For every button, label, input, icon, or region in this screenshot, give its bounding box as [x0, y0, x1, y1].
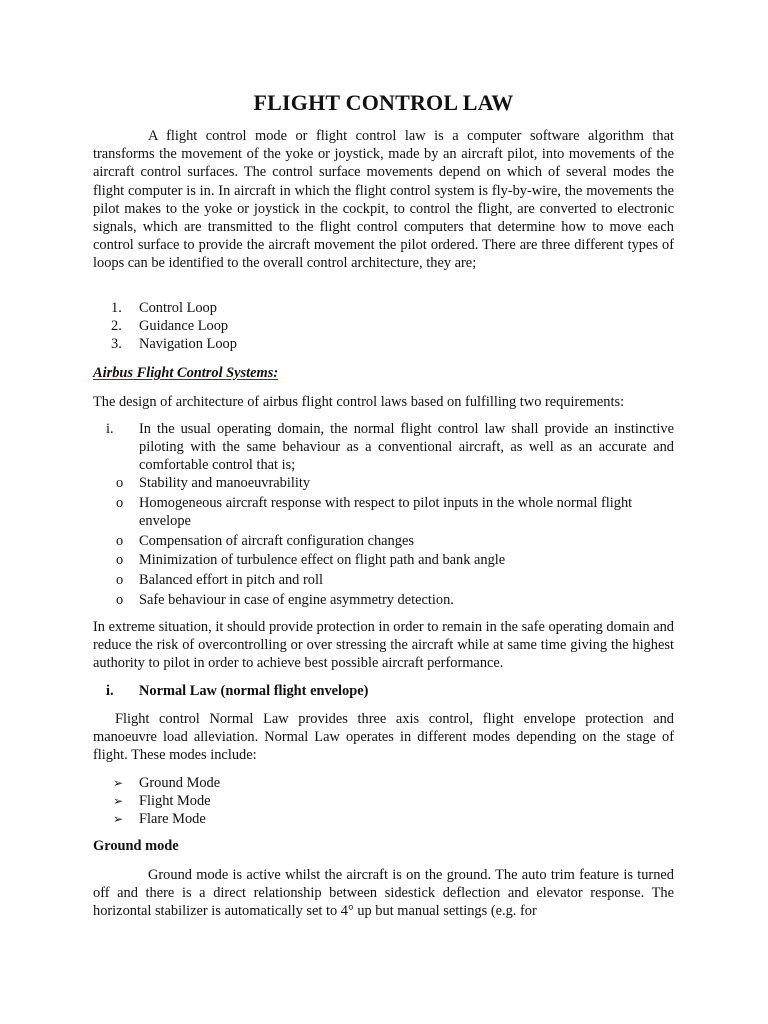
extreme-paragraph: In extreme situation, it should provide protection in order to remain in the safe operating domain and reduce the risk of overcontrolling or over stressing the aircraft while at same time giving the highest authority to pilot in order to achieve best possible aircraft performance. [93, 619, 674, 672]
design-intro: The design of architecture of airbus flight control laws based on fulfilling two requirements: [93, 394, 625, 410]
list-item-text: Guidance Loop [139, 318, 229, 335]
list-item-text: Control Loop [139, 300, 217, 316]
list-item-text: Stability and manoeuvrability [139, 475, 311, 491]
list-item [116, 591, 674, 609]
list-item [111, 335, 671, 353]
bullet-circle-icon: o [116, 552, 124, 569]
list-item-text: Homogeneous aircraft response with respect to pilot inputs in the whole normal flight envelope [139, 494, 633, 529]
list-item-text: Ground Mode [139, 775, 221, 791]
list-item-text: Flight Mode [139, 793, 211, 810]
list-item [116, 532, 674, 550]
list-item [113, 792, 673, 810]
ground-mode-heading: Ground mode [93, 838, 179, 854]
airbus-heading: Airbus Flight Control Systems: [93, 365, 279, 381]
intro-paragraph: A flight control mode or flight control law is a computer software algorithm that transforms the movement of the yoke or joystick, made by an aircraft pilot, into movements of the aircraft control surfaces. The control surface movements depend on which of several modes the flight computer is in. In aircraft in which the flight control system is fly-by-wire, the movements the pilot makes to the yoke or joystick in the cockpit, to control the flight, are converted to electronic signals, which are transmitted to the flight control computers that determine how to move each control surface to provide the aircraft movement the pilot ordered. There are three different types of loops can be identified to the overall control architecture, they are; [93, 128, 674, 272]
list-item-text: Balanced effort in pitch and roll [139, 572, 323, 589]
document-page [93, 0, 674, 1024]
list-item [111, 299, 671, 317]
list-item [113, 774, 673, 792]
normal-law-paragraph: Flight control Normal Law provides three axis control, flight envelope protection and manoeuvre load alleviation. Normal Law operates in different modes depending on the stage of flight. These modes include: [93, 711, 674, 764]
loops-list [111, 299, 671, 354]
list-item-text: Minimization of turbulence effect on flight path and bank angle [139, 552, 506, 569]
list-marker: i. [106, 421, 114, 437]
list-item [111, 317, 671, 335]
bullet-circle-icon: o [116, 591, 124, 608]
normal-law-heading [106, 683, 674, 700]
list-item-text: Navigation Loop [139, 336, 237, 353]
list-marker: i. [106, 683, 114, 699]
list-item [116, 571, 674, 589]
arrow-bullet-icon: ➢ [113, 794, 124, 809]
list-marker: 1. [111, 300, 122, 316]
list-item-text: Safe behaviour in case of engine asymmetry detection. [139, 591, 454, 608]
list-item-text: Compensation of aircraft configuration changes [139, 532, 414, 549]
bullet-circle-icon: o [116, 532, 124, 549]
bullet-circle-icon: o [116, 475, 124, 491]
ground-mode-paragraph: Ground mode is active whilst the aircraft is on the ground. The auto trim feature is turned off and there is a direct relationship between sidestick deflection and elevator response. The horizontal stabilizer is automatically set to 4° up but manual settings (e.g. for [93, 867, 674, 920]
bullet-circle-icon: o [116, 494, 124, 511]
list-item [116, 474, 674, 492]
requirement-item [106, 420, 674, 475]
bullet-circle-icon: o [116, 572, 124, 589]
modes-list [113, 774, 673, 829]
page-title: FLIGHT CONTROL LAW [253, 90, 514, 115]
list-marker: 2. [111, 318, 122, 335]
list-marker: 3. [111, 336, 122, 353]
list-item [116, 494, 674, 530]
normal-law-heading-text: Normal Law (normal flight envelope) [139, 683, 369, 699]
arrow-bullet-icon: ➢ [113, 776, 124, 790]
requirement-text: In the usual operating domain, the normal flight control law shall provide an instinctive piloting with the same behaviour as a conventional aircraft, as well as an accurate and comfortable control that is; [139, 421, 674, 474]
list-item [116, 551, 674, 569]
list-item [113, 810, 673, 828]
arrow-bullet-icon: ➢ [113, 812, 124, 827]
criteria-list [116, 474, 674, 609]
list-item-text: Flare Mode [139, 811, 206, 828]
